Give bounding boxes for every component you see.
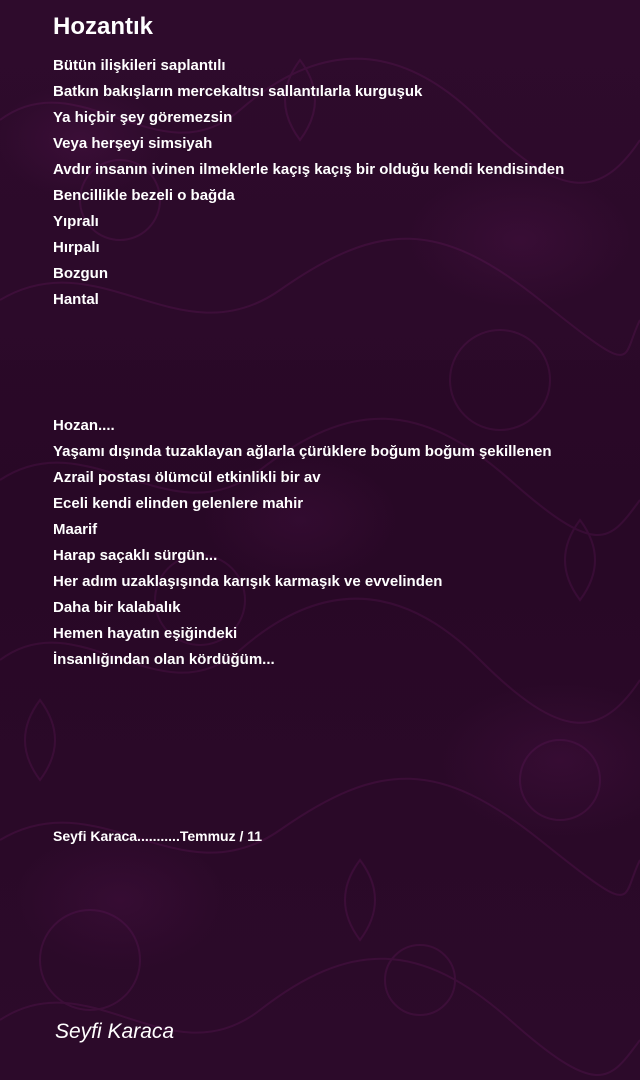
poem-line: Avdır insanın ivinen ilmeklerle kaçış kaçış bir olduğu kendi kendisinden [53,161,565,178]
poem-signature: Seyfi Karaca...........Temmuz / 11 [53,828,263,844]
poem-title: Hozantık [53,13,154,40]
poem-line: Bütün ilişkileri saplantılı [53,57,226,74]
poem-line: Yaşamı dışında tuzaklayan ağlarla çürüklere boğum boğum şekillenen [53,443,552,460]
poem-line: Hozan.... [53,417,115,434]
poem-line: Bencillikle bezeli o bağda [53,187,235,204]
poem-line: Ya hiçbir şey göremezsin [53,109,233,126]
poem-line: Maarif [53,521,98,538]
poem-line: Her adım uzaklaşışında karışık karmaşık ve evvelinden [53,573,443,590]
poem-line: Bozgun [53,265,108,282]
poem-line: Yıpralı [53,213,99,230]
author-name: Seyfi Karaca [55,1020,175,1043]
poem-line: Harap saçaklı sürgün... [53,547,218,564]
stanza-1 [53,53,564,313]
stanza-2 [53,413,552,673]
poem-line: İnsanlığından olan kördüğüm... [53,651,275,668]
poem-line: Hantal [53,291,99,308]
poem-line: Daha bir kalabalık [53,599,181,616]
poem-line: Veya herşeyi simsiyah [53,135,213,152]
poem-line: Azrail postası ölümcül etkinlikli bir av [53,469,321,486]
poem-line: Hemen hayatın eşiğindeki [53,625,238,642]
poem-line: Batkın bakışların mercekaltısı sallantılarla kurguşuk [53,83,423,100]
poem-line: Eceli kendi elinden gelenlere mahir [53,495,304,512]
poem-line: Hırpalı [53,239,100,256]
